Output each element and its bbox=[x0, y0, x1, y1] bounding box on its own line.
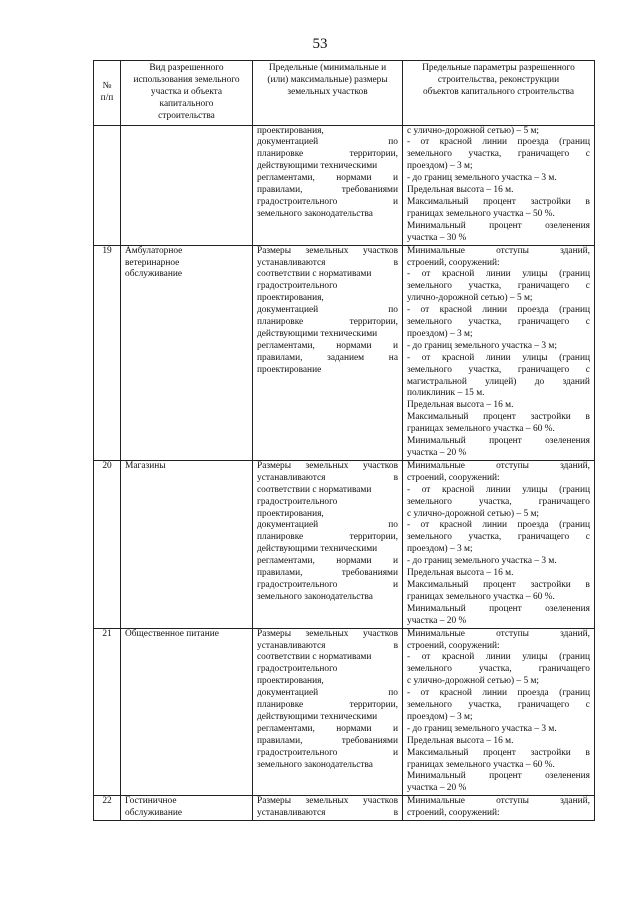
table-body bbox=[94, 125, 595, 821]
plot-size-line: градостроительного bbox=[257, 281, 338, 292]
header-size-line: (или) максимальные) размеры bbox=[267, 74, 388, 85]
building-params-line: земельного участка, граничащего bbox=[407, 496, 590, 507]
building-params-line: строений, сооружений: bbox=[407, 257, 500, 268]
plot-size-line: Размеры земельных участков bbox=[257, 245, 398, 256]
building-params-line: улично-дорожной сетью) – 5 м; bbox=[407, 293, 533, 304]
plot-size-line: проектирования, bbox=[257, 125, 324, 136]
plot-size-line: правилами, требованиями bbox=[257, 185, 398, 196]
plot-size-line: действующими техническими bbox=[257, 544, 378, 555]
building-params-line: - от красной линии улицы (границ bbox=[407, 352, 590, 363]
building-params-line: участка – 20 % bbox=[407, 615, 467, 626]
header-num-line: № bbox=[102, 80, 112, 91]
table-row bbox=[94, 796, 595, 821]
plot-size-cell bbox=[253, 245, 403, 460]
plot-size-line: Размеры земельных участков bbox=[257, 628, 398, 639]
building-params-line: Минимальные отступы зданий, bbox=[407, 796, 590, 807]
building-params-cell bbox=[403, 460, 595, 628]
use-type-line: ветеринарное bbox=[125, 257, 180, 268]
plot-size-line: документацией по bbox=[257, 305, 398, 316]
table-row bbox=[94, 245, 595, 460]
zoning-table bbox=[93, 60, 595, 821]
building-params-line: Минимальные отступы зданий, bbox=[407, 628, 590, 639]
building-params-line: Минимальный процент озеленения bbox=[407, 771, 590, 782]
use-type-cell bbox=[121, 460, 253, 628]
plot-size-line: градостроительного и bbox=[257, 196, 398, 207]
plot-size-line: проектирование bbox=[257, 364, 322, 375]
table-row bbox=[94, 460, 595, 628]
plot-size-line: правилами, требованиями bbox=[257, 568, 398, 579]
building-params-line: земельного участка, граничащего с bbox=[407, 364, 590, 375]
building-params-line: с улично-дорожной сетью) – 5 м; bbox=[407, 676, 540, 687]
building-params-line: - от красной линии улицы (границ bbox=[407, 652, 590, 663]
use-type-cell bbox=[121, 125, 253, 245]
building-params-line: участка – 20 % bbox=[407, 448, 467, 458]
plot-size-line: планировке территории, bbox=[257, 700, 398, 711]
plot-size-line: регламентами, нормами и bbox=[257, 556, 398, 567]
building-params-line: Предельная высота – 16 м. bbox=[407, 185, 514, 196]
plot-size-line: действующими техническими bbox=[257, 328, 378, 339]
building-params-line: строений, сооружений: bbox=[407, 808, 500, 819]
plot-size-cell bbox=[253, 796, 403, 821]
table-row bbox=[94, 125, 595, 245]
plot-size-line: регламентами, нормами и bbox=[257, 173, 398, 184]
plot-size-line: устанавливаются в bbox=[257, 472, 398, 483]
use-type-line: Гостиничное bbox=[125, 796, 177, 807]
building-params-cell bbox=[403, 796, 595, 821]
plot-size-line: градостроительного и bbox=[257, 747, 398, 758]
plot-size-line: проектирования, bbox=[257, 508, 324, 519]
plot-size-line: земельного законодательства bbox=[257, 591, 373, 602]
building-params-line: Предельная высота – 16 м. bbox=[407, 735, 514, 746]
plot-size-line: градостроительного bbox=[257, 664, 338, 675]
plot-size-line: планировке территории, bbox=[257, 149, 398, 160]
building-params-line: границах земельного участка – 50 %. bbox=[407, 208, 555, 219]
building-params-line: - от красной линии проезда (границ bbox=[407, 305, 590, 316]
building-params-line: с улично-дорожной сетью) – 5 м; bbox=[407, 508, 540, 519]
building-params-line: Максимальный процент застройки в bbox=[407, 579, 590, 590]
building-params-line: земельного участка, граничащего с bbox=[407, 532, 590, 543]
building-params-line: Предельная высота – 16 м. bbox=[407, 568, 514, 579]
header-params-line: Предельные параметры разрешенного bbox=[422, 63, 575, 73]
plot-size-line: регламентами, нормами и bbox=[257, 340, 398, 351]
building-params-line: - от красной линии улицы (границ bbox=[407, 484, 590, 495]
plot-size-cell bbox=[253, 460, 403, 628]
building-params-cell bbox=[403, 628, 595, 796]
building-params-line: Минимальные отступы зданий, bbox=[407, 460, 590, 471]
use-type-cell bbox=[121, 245, 253, 460]
header-use-line: Вид разрешенного bbox=[149, 63, 224, 73]
row-number: 19 bbox=[94, 245, 121, 460]
table-row bbox=[94, 628, 595, 796]
building-params-line: - от красной линии проезда (границ bbox=[407, 688, 590, 699]
plot-size-line: документацией по bbox=[257, 137, 398, 148]
plot-size-line: градостроительного и bbox=[257, 579, 398, 590]
building-params-line: проездом) – 3 м; bbox=[407, 544, 473, 555]
building-params-line: земельного участка, граничащего с bbox=[407, 281, 590, 292]
plot-size-line: устанавливаются в bbox=[257, 808, 398, 819]
building-params-line: - от красной линии проезда (границ bbox=[407, 137, 590, 148]
header-params-line: строительства, реконструкции bbox=[437, 74, 560, 85]
plot-size-line: проектирования, bbox=[257, 293, 324, 304]
header-size bbox=[253, 61, 403, 126]
building-params-line: - от красной линии улицы (границ bbox=[407, 269, 590, 280]
plot-size-line: устанавливаются в bbox=[257, 640, 398, 651]
plot-size-line: градостроительного bbox=[257, 496, 338, 507]
building-params-line: проездом) – 3 м; bbox=[407, 711, 473, 722]
header-use-line: строительства bbox=[158, 110, 215, 121]
building-params-line: границах земельного участка – 60 %. bbox=[407, 424, 555, 435]
building-params-line: Максимальный процент застройки в bbox=[407, 196, 590, 207]
plot-size-line: действующими техническими bbox=[257, 711, 378, 722]
header-params-line: объектов капитального строительства bbox=[422, 86, 575, 97]
plot-size-line: планировке территории, bbox=[257, 532, 398, 543]
building-params-line: Максимальный процент застройки в bbox=[407, 412, 590, 423]
building-params-line: земельного участка, граничащего с bbox=[407, 317, 590, 328]
building-params-line: Максимальный процент застройки в bbox=[407, 747, 590, 758]
header-use-line: использования земельного bbox=[133, 74, 240, 85]
header-size-line: Предельные (минимальные и bbox=[268, 63, 387, 73]
plot-size-line: регламентами, нормами и bbox=[257, 723, 398, 734]
plot-size-line: документацией по bbox=[257, 520, 398, 531]
row-number: 22 bbox=[94, 796, 121, 821]
building-params-line: проездом) – 3 м; bbox=[407, 328, 473, 339]
building-params-line: Минимальный процент озеленения bbox=[407, 603, 590, 614]
building-params-line: - до границ земельного участка – 3 м. bbox=[407, 556, 557, 567]
building-params-line: - до границ земельного участка – 3 м. bbox=[407, 173, 557, 184]
plot-size-line: действующими техническими bbox=[257, 161, 378, 172]
plot-size-line: Размеры земельных участков bbox=[257, 460, 398, 471]
building-params-line: Минимальные отступы зданий, bbox=[407, 245, 590, 256]
plot-size-line: соответствии с нормативами bbox=[257, 484, 372, 495]
building-params-line: с улично-дорожной сетью) – 5 м; bbox=[407, 125, 540, 136]
building-params-line: магистральной улицей) до зданий bbox=[407, 376, 590, 387]
building-params-line: Минимальный процент озеленения bbox=[407, 220, 590, 231]
use-type-line: Амбулаторное bbox=[125, 245, 183, 256]
building-params-line: Предельная высота – 16 м. bbox=[407, 400, 514, 411]
building-params-line: - до границ земельного участка – 3 м. bbox=[407, 723, 557, 734]
building-params-line: поликлиник – 15 м. bbox=[407, 388, 485, 399]
row-number bbox=[94, 125, 121, 245]
header-params bbox=[403, 61, 595, 126]
plot-size-line: планировке территории, bbox=[257, 317, 398, 328]
header-use bbox=[121, 61, 253, 126]
plot-size-line: соответствии с нормативами bbox=[257, 652, 372, 663]
plot-size-line: земельного законодательства bbox=[257, 208, 373, 219]
building-params-line: земельного участка, граничащего с bbox=[407, 700, 590, 711]
row-number: 20 bbox=[94, 460, 121, 628]
header-num-line: п/п bbox=[100, 92, 114, 103]
use-type-cell bbox=[121, 628, 253, 796]
building-params-line: границах земельного участка – 60 %. bbox=[407, 591, 555, 602]
page-number: 53 bbox=[312, 36, 328, 52]
building-params-line: - до границ земельного участка – 3 м; bbox=[407, 340, 557, 351]
plot-size-line: соответствии с нормативами bbox=[257, 269, 372, 280]
building-params-line: Минимальный процент озеленения bbox=[407, 436, 590, 447]
plot-size-line: правилами, требованиями bbox=[257, 735, 398, 746]
header-use-line: капитального bbox=[159, 98, 214, 109]
use-type-line: Общественное питание bbox=[125, 628, 219, 639]
building-params-line: земельного участка, граничащего с bbox=[407, 149, 590, 160]
use-type-line: обслуживание bbox=[125, 269, 183, 280]
building-params-line: строений, сооружений: bbox=[407, 640, 500, 651]
building-params-line: участка – 20 % bbox=[407, 783, 467, 794]
plot-size-cell bbox=[253, 125, 403, 245]
header-num bbox=[94, 61, 121, 126]
plot-size-line: правилами, заданием на bbox=[257, 352, 398, 363]
plot-size-line: проектирования, bbox=[257, 676, 324, 687]
plot-size-line: Размеры земельных участков bbox=[257, 796, 398, 807]
plot-size-line: документацией по bbox=[257, 688, 398, 699]
building-params-line: границах земельного участка – 60 %. bbox=[407, 759, 555, 770]
plot-size-cell bbox=[253, 628, 403, 796]
header-use-line: участка и объекта bbox=[150, 86, 223, 97]
use-type-line: обслуживание bbox=[125, 808, 183, 819]
building-params-cell bbox=[403, 125, 595, 245]
table-header-row bbox=[94, 61, 595, 126]
use-type-cell bbox=[121, 796, 253, 821]
building-params-line: проездом) – 3 м; bbox=[407, 161, 473, 172]
plot-size-line: земельного законодательства bbox=[257, 759, 373, 770]
plot-size-line: устанавливаются в bbox=[257, 257, 398, 268]
header-size-line: земельных участков bbox=[287, 86, 368, 97]
building-params-line: земельного участка, граничащего bbox=[407, 664, 590, 675]
building-params-line: - от красной линии проезда (границ bbox=[407, 520, 590, 531]
use-type-line: Магазины bbox=[125, 460, 166, 471]
row-number: 21 bbox=[94, 628, 121, 796]
building-params-line: строений, сооружений: bbox=[407, 472, 500, 483]
building-params-line: участка – 30 % bbox=[407, 232, 467, 243]
building-params-cell bbox=[403, 245, 595, 460]
